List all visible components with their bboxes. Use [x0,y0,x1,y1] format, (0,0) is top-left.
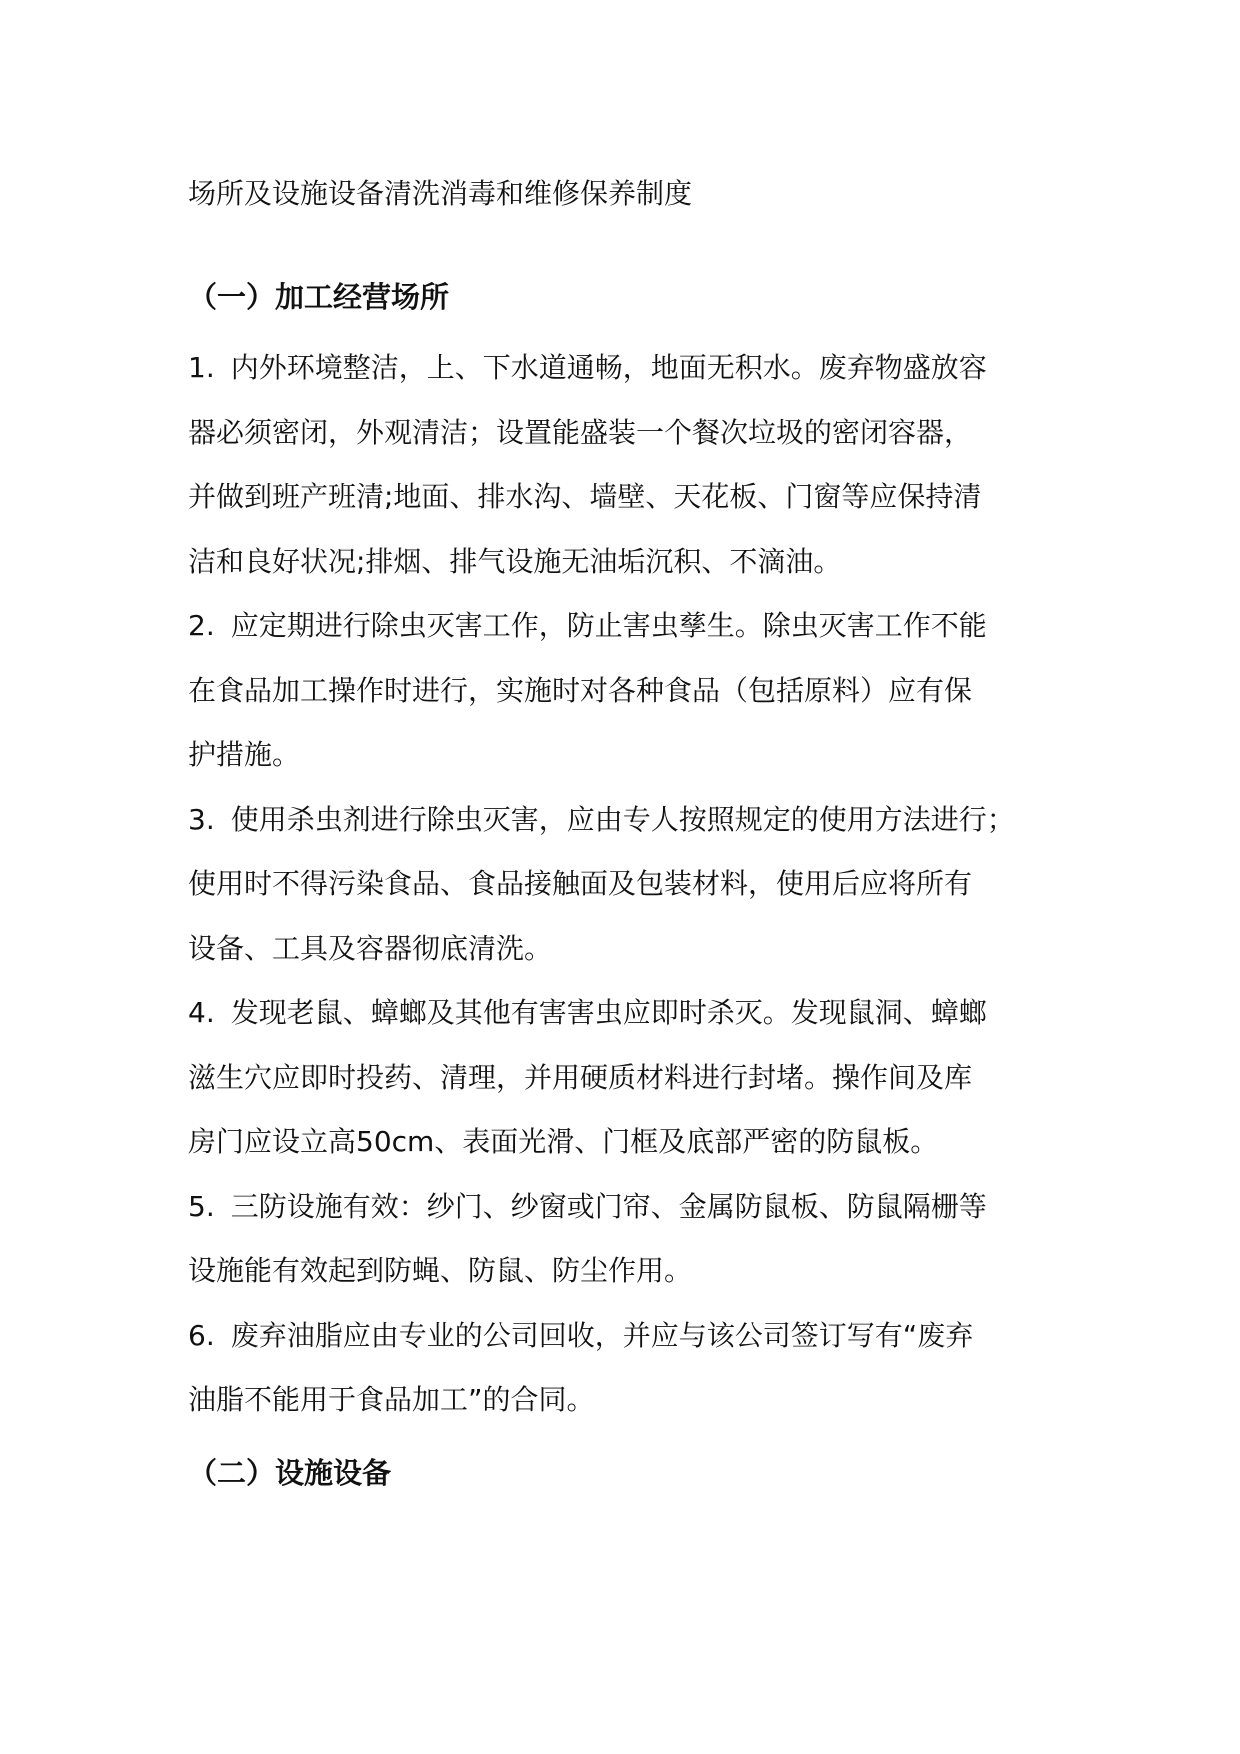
item-number: 6. [188,1318,215,1352]
list-item [188,981,1068,1175]
list-item-line [188,1304,1068,1369]
section-heading-processing-premises: （一）加工经营场所 [188,280,450,314]
item-number: 4. [188,996,215,1029]
item-text: 三防设施有效：纱门、纱窗或门帘、金属防鼠板、防鼠隔栅等 [230,1189,987,1223]
item-text: 房门应设立高50cm、表面光滑、门框及底部严密的防鼠板。 [188,1125,939,1158]
section-body-processing-premises [188,336,1068,1433]
item-text: 应定期进行除虫灭害工作，防止害虫孳生。除虫灭害工作不能 [230,609,987,642]
list-item [188,336,1068,594]
item-number: 2. [188,609,215,642]
item-text: 洁和良好状况;排烟、排气设施无油垢沉积、不滴油。 [188,544,842,578]
item-number: 3. [188,802,215,836]
list-item [188,788,1068,982]
item-text: 护措施。 [188,738,301,771]
item-text: 内外环境整洁，上、下水道通畅，地面无积水。废弃物盛放容 [230,351,987,384]
section-heading-facilities-equipment: （二）设施设备 [188,1456,392,1490]
item-text: 使用杀虫剂进行除虫灭害，应由专人按照规定的使用方法进行； [230,802,1015,836]
document-title: 场所及设施设备清洗消毒和维修保养制度 [188,177,693,210]
item-text: 废弃油脂应由专业的公司回收，并应与该公司签订写有“废弃 [230,1318,974,1352]
list-item-line [188,594,1068,659]
item-text: 油脂不能用于食品加工”的合同。 [188,1383,595,1416]
list-item [188,594,1068,788]
item-text: 滋生穴应即时投药、清理，并用硬质材料进行封堵。操作间及库 [188,1060,973,1094]
item-text: 设施能有效起到防蝇、防鼠、防尘作用。 [188,1254,693,1287]
item-text: 发现老鼠、蟑螂及其他有害害虫应即时杀灭。发现鼠洞、蟑螂 [230,996,987,1029]
list-item-line [188,336,1068,401]
item-text: 并做到班产班清;地面、排水沟、墙壁、天花板、门窗等应保持清 [188,480,982,513]
item-text: 设备、工具及容器彻底清洗。 [188,931,553,965]
item-number: 5. [188,1189,215,1223]
item-text: 使用时不得污染食品、食品接触面及包装材料，使用后应将所有 [188,867,973,900]
list-item [188,1304,1068,1433]
item-text: 在食品加工操作时进行，实施时对各种食品（包括原料）应有保 [188,673,973,707]
list-item-line [188,788,1068,853]
list-item [188,1175,1068,1304]
list-item-line [188,1175,1068,1240]
item-text: 器必须密闭，外观清洁；设置能盛装一个餐次垃圾的密闭容器， [188,415,973,449]
item-number: 1. [188,351,215,384]
list-item-line [188,981,1068,1046]
